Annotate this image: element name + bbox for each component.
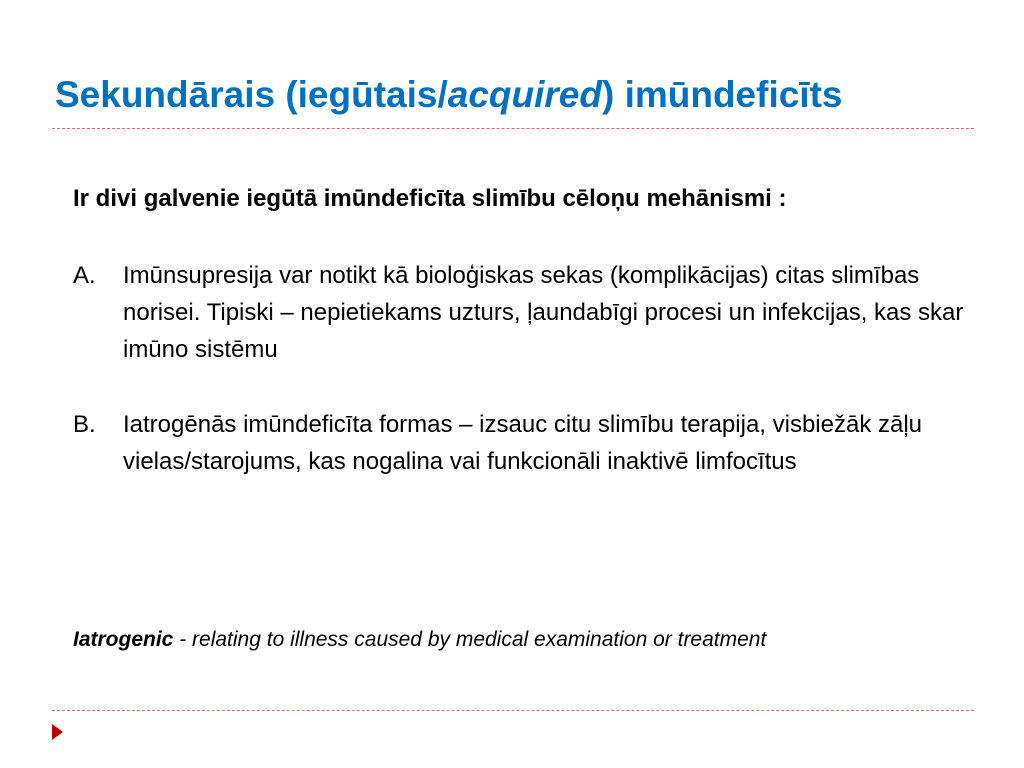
definition-note	[73, 628, 766, 652]
title-italic: acquired	[447, 74, 602, 115]
footer-divider	[52, 710, 974, 711]
list-text-a: Imūnsupresija var notikt kā bioloģiskas sekas (komplikācijas) citas slimības norisei. Tipiski – nepietiekams uzturs, ļaundabīgi procesi un infekcijas, kas skar imūno sistēmu	[123, 262, 964, 363]
list-marker-b: B.	[73, 411, 96, 438]
title-main: Sekundārais (iegūtais/	[55, 74, 448, 115]
list-item-b	[73, 406, 973, 480]
definition-text: - relating to illness caused by medical examination or treatment	[173, 628, 767, 651]
triangle-right-icon	[52, 724, 63, 740]
intro-text: Ir divi galvenie iegūtā imūndeficīta slimību cēloņu mehānismi :	[73, 185, 787, 212]
title-divider	[52, 128, 974, 129]
definition-term: Iatrogenic	[73, 628, 174, 651]
title-tail: ) imūndeficīts	[601, 74, 843, 115]
list-text-b: Iatrogēnās imūndeficīta formas – izsauc citu slimību terapija, visbiežāk zāļu vielas/starojums, kas nogalina vai funkcionāli inaktivē limfocītus	[123, 411, 923, 475]
slide-content	[73, 180, 973, 480]
list-item-a	[73, 257, 973, 368]
slide-title	[55, 74, 843, 116]
list-marker-a: A.	[73, 262, 96, 289]
